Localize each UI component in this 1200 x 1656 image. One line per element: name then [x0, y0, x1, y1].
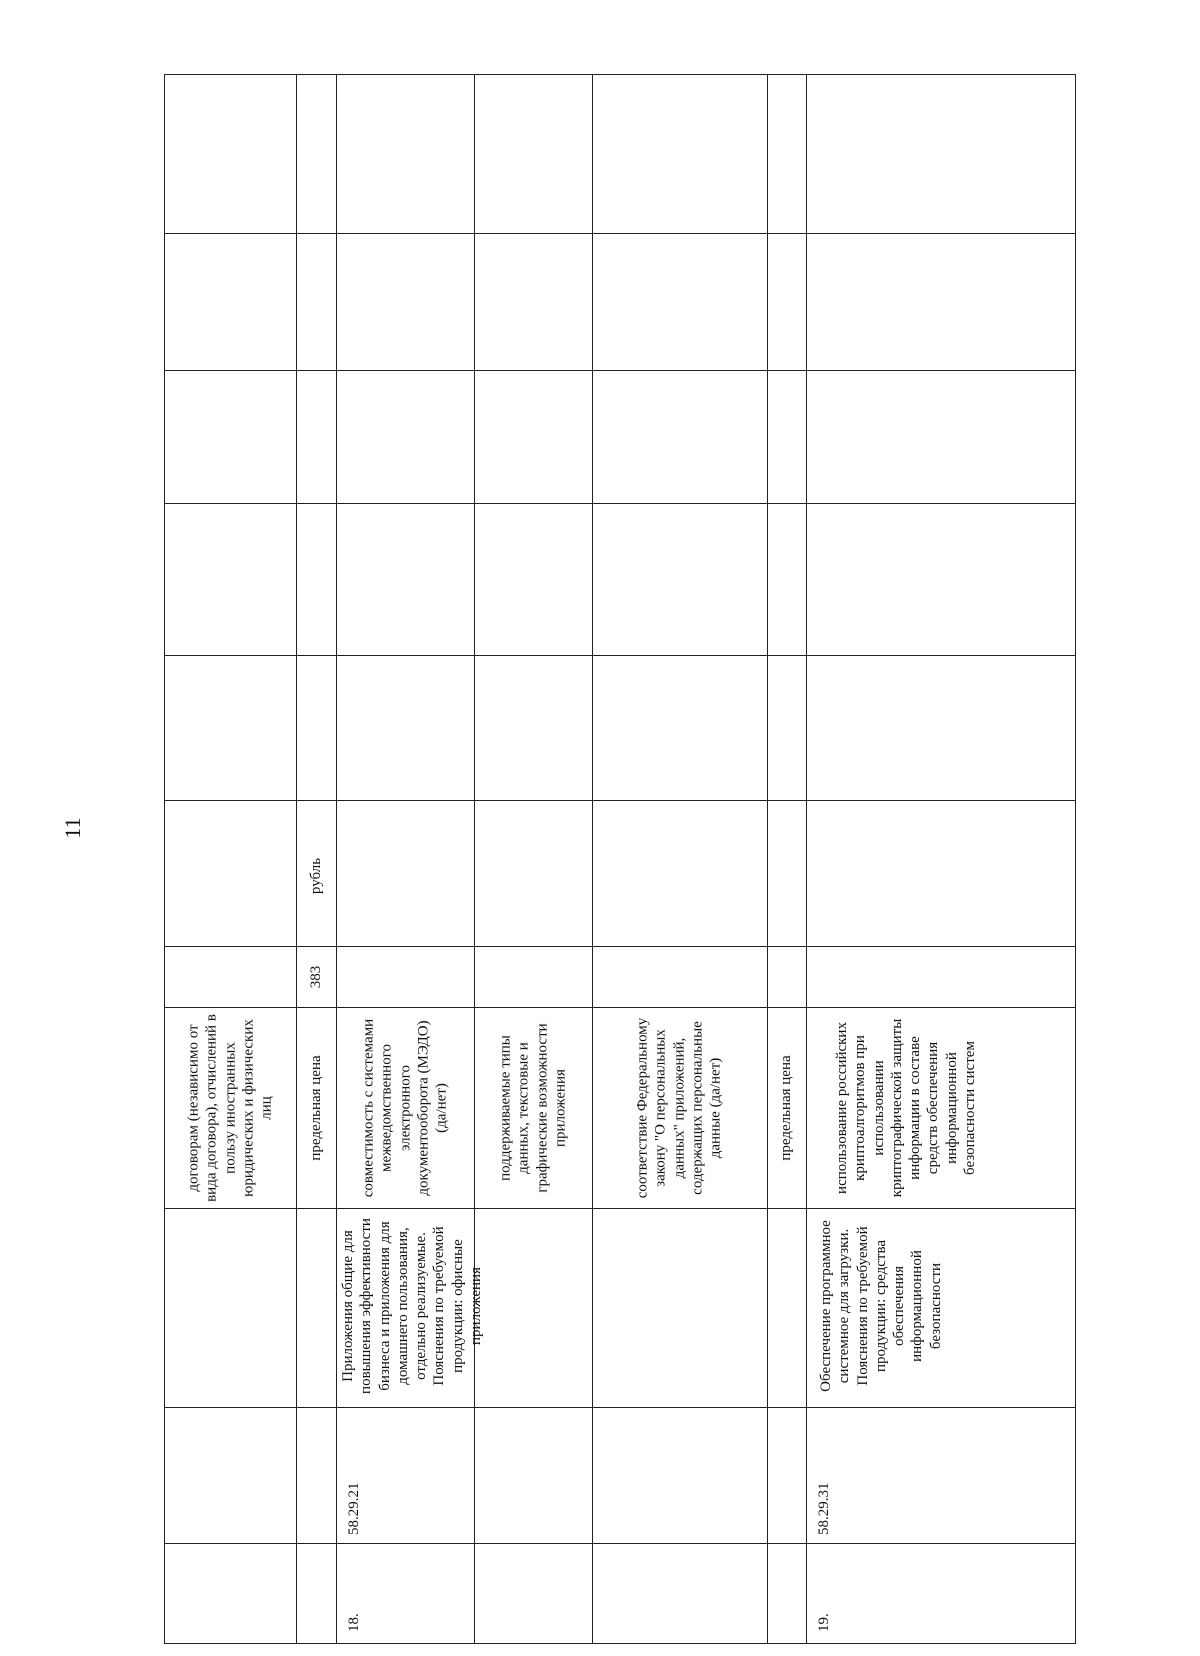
table-rule — [164, 503, 1075, 504]
okei-code: 383 — [307, 965, 324, 989]
table-rule — [806, 74, 807, 1644]
item-18-char-data-types: поддерживаемые типы данных, текстовые и графические возможности приложения — [497, 1023, 569, 1193]
table-rule — [474, 74, 475, 1644]
table-rule — [336, 74, 337, 1644]
continuation-characteristic: договорам (независимо от вида договора), отчислений в пользу иностранных юридических и физических лиц — [185, 1014, 275, 1202]
table-rule — [164, 946, 1075, 947]
table-border-right — [1075, 74, 1076, 1644]
item-18-char-personal-data: соответствие Федеральному закону "О персональных данных" приложений, содержащих персональные данные (да/нет) — [634, 1017, 724, 1199]
item-18-okpd2: 58.29.21 — [345, 1482, 362, 1535]
limit-price-label: предельная цена — [307, 1055, 324, 1161]
table-rule — [592, 74, 593, 1644]
table-border-bottom — [164, 1643, 1075, 1644]
table-rule — [767, 74, 768, 1644]
table-rule — [164, 655, 1075, 656]
table-rule — [164, 233, 1075, 234]
table-border-left — [164, 74, 165, 1644]
item-18-char-medo: совместимость с системами межведомственного электронного документооборота (МЭДО) (да/нет) — [360, 1018, 450, 1198]
item-19-number: 19. — [815, 1613, 832, 1632]
table-rule — [296, 74, 297, 1644]
table-rule — [164, 1407, 1075, 1408]
table-rule — [164, 370, 1075, 371]
table-rule — [164, 1543, 1075, 1544]
table-rule — [164, 1007, 1075, 1008]
table-rule — [164, 800, 1075, 801]
requirements-table — [164, 74, 1076, 1644]
item-18-limit-price: предельная цена — [777, 1055, 794, 1161]
table-rule — [164, 1208, 1075, 1209]
table-border-top — [164, 74, 1075, 75]
item-18-name: Приложения общие для повышения эффективности бизнеса и приложения для домашнего пользования, отдельно реализуемые. Пояснения по требуемой продукции: офисные приложения — [339, 1218, 484, 1394]
item-19-name: Обеспечение программное системное для загрузки. Пояснения по требуемой продукции: средства обеспечения информационной безопасности — [817, 1220, 944, 1392]
unit-name: рубль — [307, 857, 324, 895]
item-19-char-crypto: использование российских криптоалгоритмов при использовании криптографической защиты информации в составе средств обеспечения информационной безопасности систем — [833, 1018, 978, 1198]
item-19-okpd2: 58.29.31 — [815, 1482, 832, 1535]
item-18-number: 18. — [345, 1613, 362, 1632]
page-number: 11 — [60, 817, 85, 839]
